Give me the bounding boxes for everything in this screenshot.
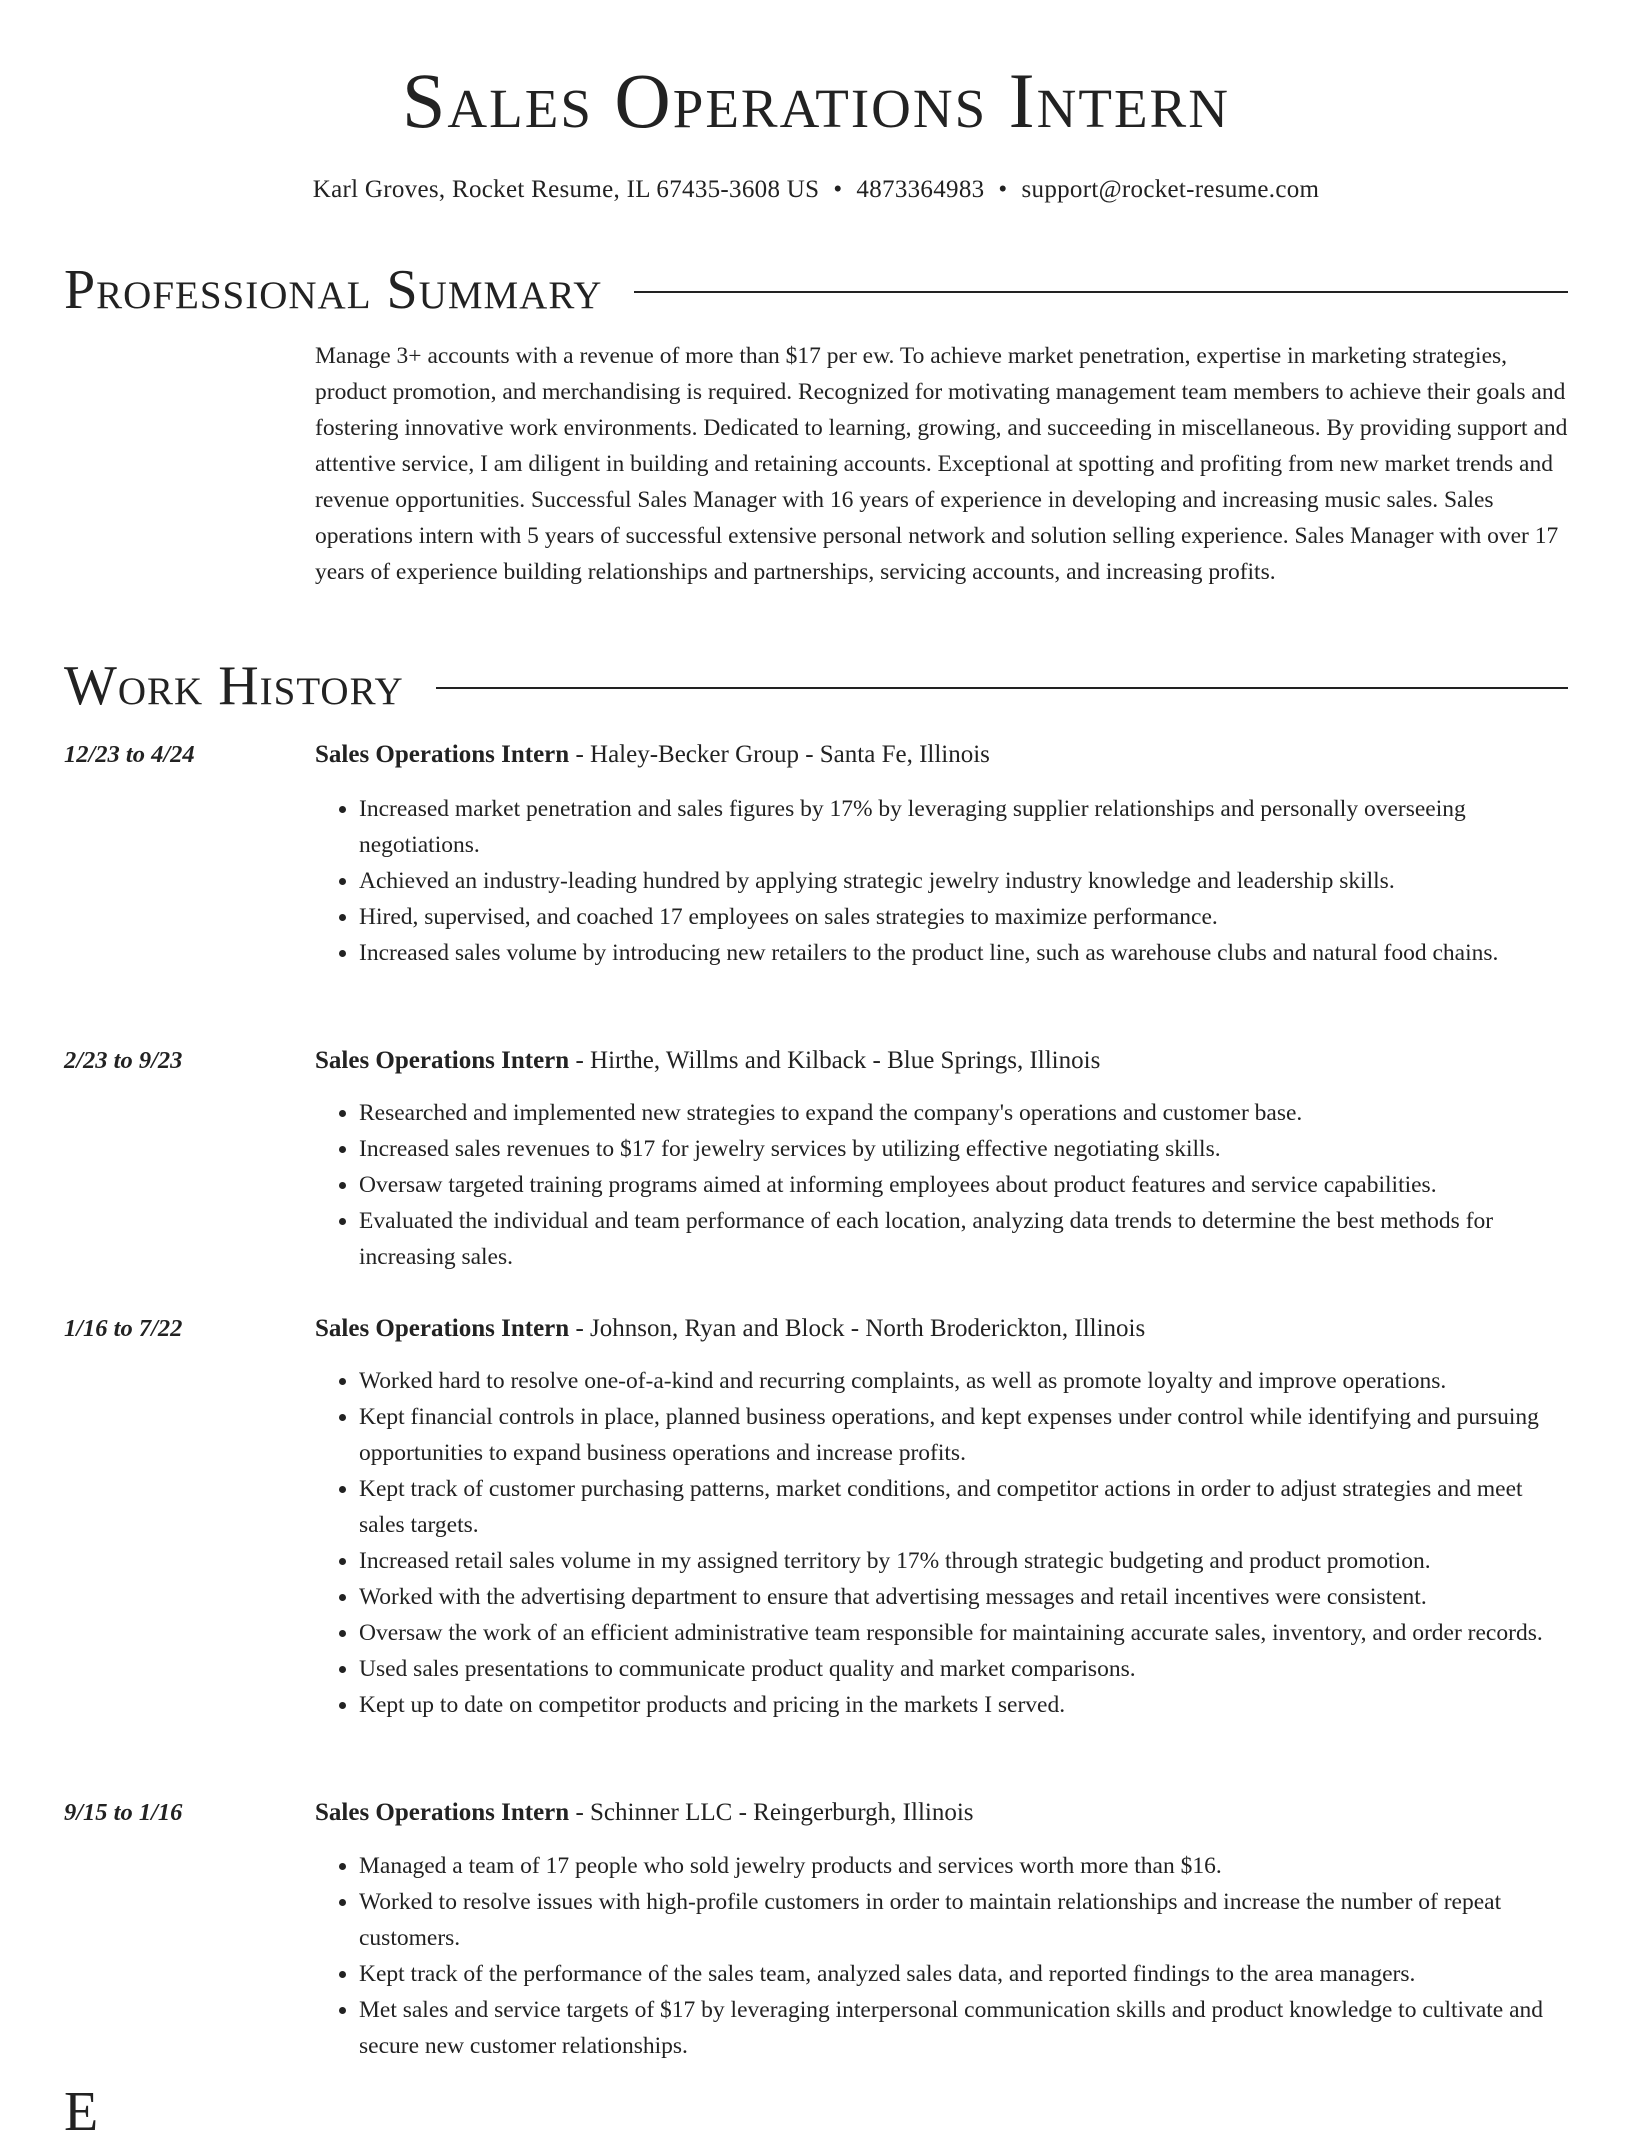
job-bullet: • Researched and implemented new strategies to expand the company's operations and customer base. (359, 1095, 1568, 1131)
job-bullets (315, 1095, 1568, 1275)
job-details: - Hirthe, Willms and Kilback - Blue Springs, Illinois (569, 1047, 1101, 1074)
summary-text: Manage 3+ accounts with a revenue of more than $17 per ew. To achieve market penetration, expertise in marketing strategies, product promotion, and merchandising is required. Recognized for motivating management team members to achieve their goals and fostering innovative work environments. Dedicated to learning, growing, and succeeding in miscellaneous. By providing support and attentive service, I am diligent in building and retaining accounts. Exceptional at spotting and profiting from new market trends and revenue opportunities. Successful Sales Manager with 16 years of experience in developing and increasing music sales. Sales operations intern with 5 years of successful extensive personal network and solution selling experience. Sales Manager with over 17 years of experience building relationships and partnerships, servicing accounts, and increasing profits. (315, 343, 1568, 585)
job-role: Sales Operations Intern (315, 1047, 570, 1074)
job-dates: 9/15 to 1/16 (64, 1799, 183, 1826)
job-bullet: • Increased market penetration and sales figures by 17% by leveraging supplier relationships and personally overseeing negotiations. (359, 791, 1568, 863)
contact-address: Karl Groves, Rocket Resume, IL 67435-3608 US (312, 176, 820, 203)
contact-phone: 4873364983 (856, 176, 985, 203)
contact-separator: • (833, 176, 843, 203)
job-dates: 12/23 to 4/24 (64, 741, 195, 768)
next-section-title-partial: E (64, 2081, 99, 2143)
work-section-title (64, 655, 1568, 717)
job-role: Sales Operations Intern (315, 741, 570, 768)
job-details: - Haley-Becker Group - Santa Fe, Illinois (569, 741, 990, 768)
job-bullet: • Achieved an industry-leading hundred by applying strategic jewelry industry knowledge and leadership skills. (359, 863, 1568, 899)
section-divider (436, 687, 1568, 689)
summary-heading: Professional Summary (64, 259, 603, 321)
job-heading (315, 1043, 1100, 1079)
job-bullet: • Met sales and service targets of $17 by leveraging interpersonal communication skills and product knowledge to cultivate and secure new customer relationships. (359, 1992, 1568, 2064)
job-details: - Schinner LLC - Reingerburgh, Illinois (569, 1799, 974, 1826)
job-bullet: • Increased retail sales volume in my assigned territory by 17% through strategic budgeting and product promotion. (359, 1543, 1568, 1579)
job-heading (315, 737, 990, 773)
job-bullet: • Worked with the advertising department to ensure that advertising messages and retail incentives were consistent. (359, 1579, 1568, 1615)
job-bullet: • Kept financial controls in place, planned business operations, and kept expenses under control while identifying and pursuing opportunities to expand business operations and increase profits. (359, 1399, 1568, 1471)
job-bullet: • Used sales presentations to communicate product quality and market comparisons. (359, 1651, 1568, 1687)
job-bullets (315, 1363, 1568, 1723)
job-bullet: • Worked hard to resolve one-of-a-kind and recurring complaints, as well as promote loyalty and improve operations. (359, 1363, 1568, 1399)
job-heading (315, 1795, 974, 1831)
contact-line (0, 176, 1632, 204)
job-bullet: • Worked to resolve issues with high-profile customers in order to maintain relationships and increase the number of repeat customers. (359, 1884, 1568, 1956)
job-role: Sales Operations Intern (315, 1315, 570, 1342)
job-bullet: • Oversaw the work of an efficient administrative team responsible for maintaining accurate sales, inventory, and order records. (359, 1615, 1568, 1651)
contact-email: support@rocket-resume.com (1021, 176, 1320, 203)
job-heading (315, 1311, 1145, 1347)
job-role: Sales Operations Intern (315, 1799, 570, 1826)
job-bullets (315, 791, 1568, 971)
job-dates: 1/16 to 7/22 (64, 1315, 183, 1342)
work-heading: Work History (64, 655, 404, 717)
job-bullet: • Evaluated the individual and team performance of each location, analyzing data trends to determine the best methods for increasing sales. (359, 1203, 1568, 1275)
job-details: - Johnson, Ryan and Block - North Broderickton, Illinois (569, 1315, 1146, 1342)
contact-separator: • (998, 176, 1008, 203)
summary-section-title (64, 259, 1568, 321)
section-divider (634, 291, 1568, 293)
job-bullet: • Kept track of customer purchasing patterns, market conditions, and competitor actions in order to adjust strategies and meet sales targets. (359, 1471, 1568, 1543)
resume-title: Sales Operations Intern (402, 57, 1230, 144)
job-bullet: • Kept track of the performance of the sales team, analyzed sales data, and reported findings to the area managers. (359, 1956, 1568, 1992)
job-bullet: • Managed a team of 17 people who sold jewelry products and services worth more than $16. (359, 1848, 1568, 1884)
job-bullet: • Hired, supervised, and coached 17 employees on sales strategies to maximize performance. (359, 899, 1568, 935)
job-dates: 2/23 to 9/23 (64, 1047, 183, 1074)
job-bullet: • Increased sales revenues to $17 for jewelry services by utilizing effective negotiating skills. (359, 1131, 1568, 1167)
job-bullet: • Increased sales volume by introducing new retailers to the product line, such as warehouse clubs and natural food chains. (359, 935, 1568, 971)
job-bullets (315, 1848, 1568, 2064)
job-bullet: • Kept up to date on competitor products and pricing in the markets I served. (359, 1687, 1568, 1723)
job-bullet: • Oversaw targeted training programs aimed at informing employees about product features and service capabilities. (359, 1167, 1568, 1203)
